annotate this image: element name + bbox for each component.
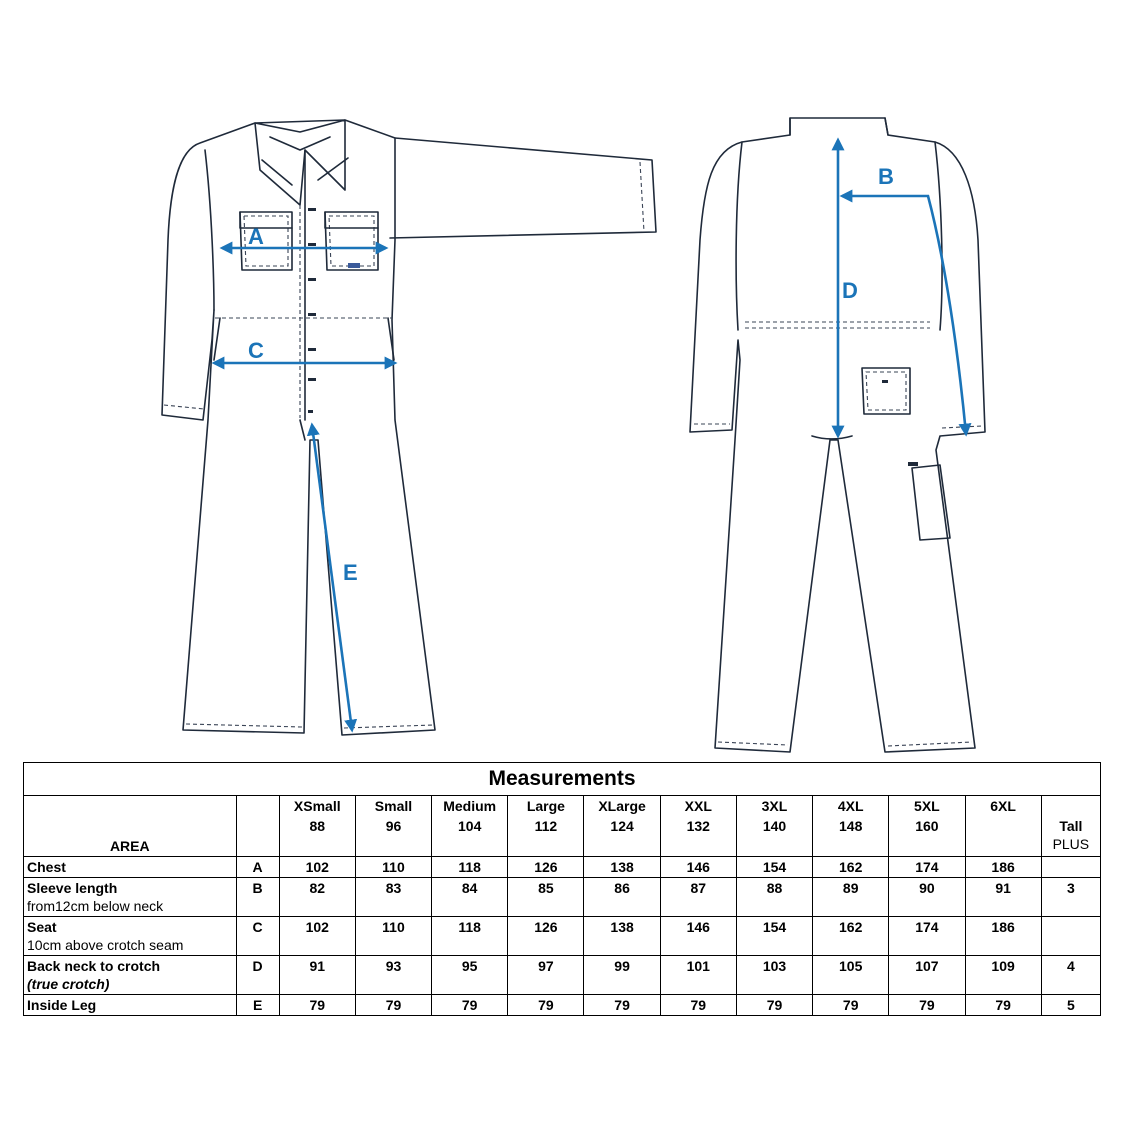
size-header: XLarge	[584, 796, 660, 817]
value-cell: 5	[1041, 995, 1100, 1016]
front-collar	[255, 120, 345, 205]
value-cell: 154	[736, 857, 812, 878]
value-cell: 83	[355, 878, 431, 917]
value-cell: 79	[508, 995, 584, 1016]
size-header: 4XL	[813, 796, 889, 817]
front-right-chest-pocket	[325, 212, 378, 270]
value-cell: 103	[736, 956, 812, 995]
size-header	[1041, 796, 1100, 817]
size-number: Tall PLUS	[1041, 816, 1100, 857]
value-cell: 79	[432, 995, 508, 1016]
value-cell: 79	[965, 995, 1041, 1016]
table-row	[24, 995, 1101, 1016]
table-title: Measurements	[24, 763, 1101, 796]
value-cell: 107	[889, 956, 965, 995]
table-row	[24, 956, 1101, 995]
area-header: AREA	[24, 796, 237, 857]
value-cell: 82	[279, 878, 355, 917]
value-cell: 85	[508, 878, 584, 917]
value-cell: 79	[889, 995, 965, 1016]
value-cell: 79	[355, 995, 431, 1016]
value-cell: 79	[660, 995, 736, 1016]
size-number: 88	[279, 816, 355, 857]
value-cell: 95	[432, 956, 508, 995]
area-note: (true crotch)	[27, 976, 110, 992]
letter-cell: C	[236, 917, 279, 956]
size-header: 5XL	[889, 796, 965, 817]
value-cell: 162	[813, 857, 889, 878]
size-header: Medium	[432, 796, 508, 817]
back-leg-pocket	[912, 465, 950, 540]
value-cell: 88	[736, 878, 812, 917]
value-cell: 118	[432, 917, 508, 956]
letter-cell: D	[236, 956, 279, 995]
area-note: from12cm below neck	[27, 898, 164, 914]
value-cell	[1041, 857, 1100, 878]
value-cell: 84	[432, 878, 508, 917]
value-cell: 89	[813, 878, 889, 917]
label-b: B	[878, 164, 894, 189]
value-cell: 138	[584, 917, 660, 956]
value-cell: 186	[965, 917, 1041, 956]
size-number: 148	[813, 816, 889, 857]
value-cell: 86	[584, 878, 660, 917]
value-cell: 118	[432, 857, 508, 878]
value-cell: 93	[355, 956, 431, 995]
value-cell: 126	[508, 857, 584, 878]
size-number: 132	[660, 816, 736, 857]
letter-cell: B	[236, 878, 279, 917]
area-cell: Seat 10cm above crotch seam	[24, 917, 237, 956]
letter-cell: A	[236, 857, 279, 878]
value-cell: 102	[279, 857, 355, 878]
measurements-table	[23, 762, 1101, 1016]
value-cell: 105	[813, 956, 889, 995]
value-cell: 97	[508, 956, 584, 995]
value-cell: 99	[584, 956, 660, 995]
size-number: 140	[736, 816, 812, 857]
label-d: D	[842, 278, 858, 303]
value-cell: 146	[660, 917, 736, 956]
label-c: C	[248, 338, 264, 363]
area-cell: Sleeve length from12cm below neck	[24, 878, 237, 917]
value-cell: 79	[813, 995, 889, 1016]
size-number: 112	[508, 816, 584, 857]
front-body-outline	[162, 120, 435, 735]
value-cell: 79	[736, 995, 812, 1016]
value-cell: 3	[1041, 878, 1100, 917]
front-view	[162, 120, 656, 735]
value-cell	[1041, 917, 1100, 956]
size-header: Small	[355, 796, 431, 817]
size-number: 160	[889, 816, 965, 857]
value-cell: 102	[279, 917, 355, 956]
value-cell: 154	[736, 917, 812, 956]
value-cell: 4	[1041, 956, 1100, 995]
value-cell: 79	[279, 995, 355, 1016]
area-note: 10cm above crotch seam	[27, 937, 184, 953]
value-cell: 126	[508, 917, 584, 956]
value-cell: 87	[660, 878, 736, 917]
value-cell: 186	[965, 857, 1041, 878]
tall-plus: PLUS	[1052, 836, 1090, 852]
table-row	[24, 857, 1101, 878]
area-cell: Chest	[24, 857, 237, 878]
value-cell: 174	[889, 917, 965, 956]
size-number: 96	[355, 816, 431, 857]
size-number: 104	[432, 816, 508, 857]
size-header: Large	[508, 796, 584, 817]
area-cell: Back neck to crotch (true crotch)	[24, 956, 237, 995]
size-number: 124	[584, 816, 660, 857]
label-a: A	[248, 224, 264, 249]
letter-cell: E	[236, 995, 279, 1016]
size-number	[965, 816, 1041, 857]
value-cell: 110	[355, 917, 431, 956]
size-header: 3XL	[736, 796, 812, 817]
value-cell: 91	[279, 956, 355, 995]
area-cell: Inside Leg	[24, 995, 237, 1016]
size-header: 6XL	[965, 796, 1041, 817]
value-cell: 91	[965, 878, 1041, 917]
table-row	[24, 878, 1101, 917]
size-header: XXL	[660, 796, 736, 817]
back-hip-pocket	[862, 368, 910, 414]
value-cell: 174	[889, 857, 965, 878]
label-e: E	[343, 560, 358, 585]
size-header: XSmall	[279, 796, 355, 817]
front-raised-sleeve	[390, 138, 656, 238]
value-cell: 101	[660, 956, 736, 995]
value-cell: 110	[355, 857, 431, 878]
value-cell: 138	[584, 857, 660, 878]
value-cell: 162	[813, 917, 889, 956]
value-cell: 146	[660, 857, 736, 878]
value-cell: 79	[584, 995, 660, 1016]
arrow-b	[842, 196, 966, 434]
value-cell: 109	[965, 956, 1041, 995]
table-row	[24, 917, 1101, 956]
letter-header	[236, 796, 279, 857]
value-cell: 90	[889, 878, 965, 917]
